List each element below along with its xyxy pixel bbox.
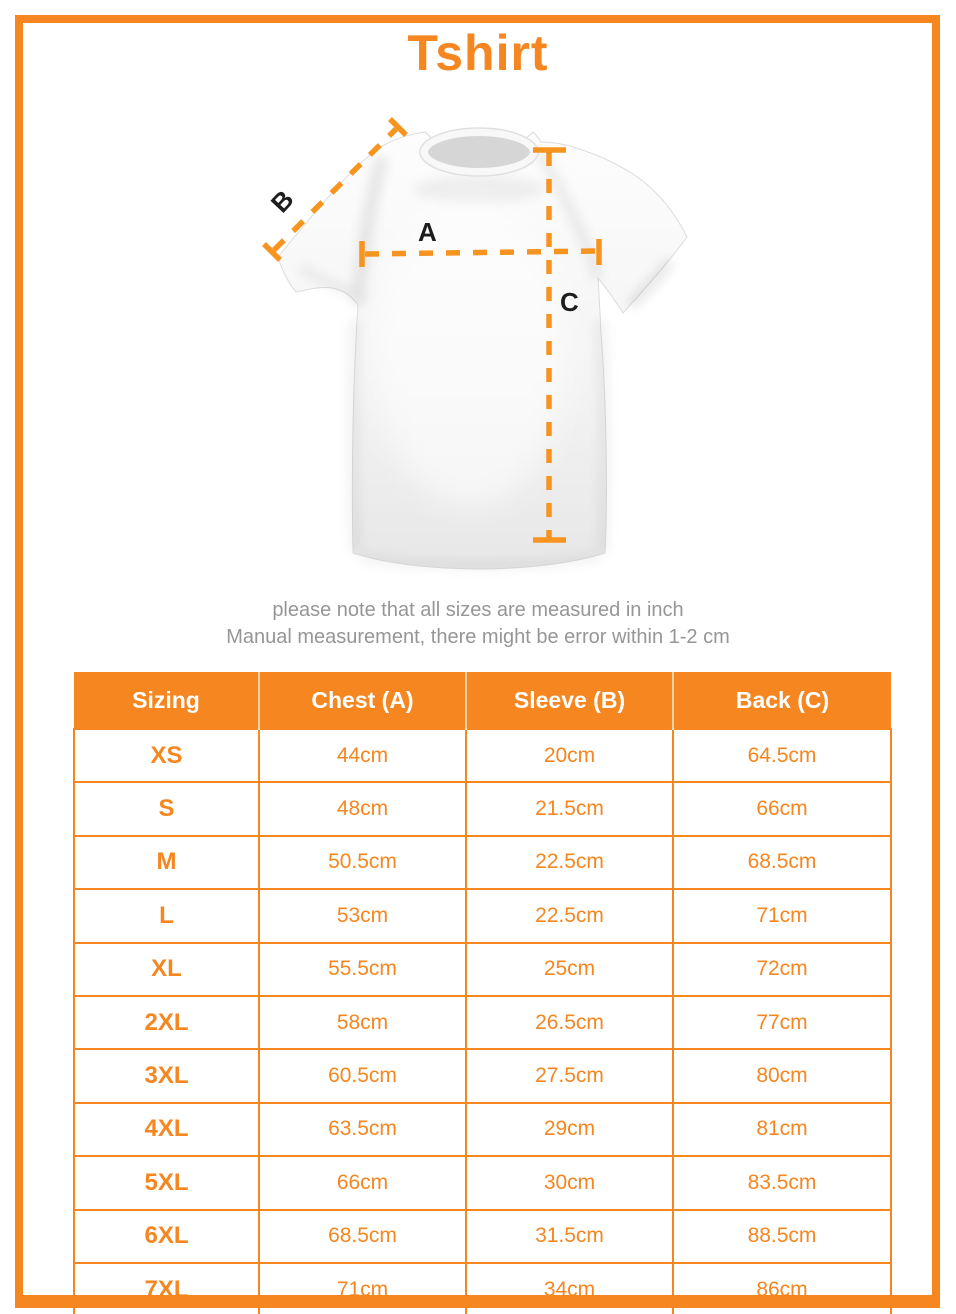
table-row-2xl bbox=[74, 996, 891, 1049]
cell-back: 81cm bbox=[673, 1103, 891, 1156]
table-row-xs bbox=[74, 729, 891, 782]
note-line-1: please note that all sizes are measured in inch bbox=[272, 599, 684, 621]
cell-back: 77cm bbox=[673, 996, 891, 1049]
cell-back: 88.5cm bbox=[673, 1210, 891, 1263]
cell-back: 66cm bbox=[673, 782, 891, 835]
table-row-4xl bbox=[74, 1103, 891, 1156]
cell-sleeve: 26.5cm bbox=[466, 996, 673, 1049]
measure-label-a: A bbox=[418, 217, 437, 247]
cell-sleeve: 34cm bbox=[466, 1263, 673, 1314]
cell-size: 4XL bbox=[74, 1103, 259, 1156]
table-row-xl bbox=[74, 943, 891, 996]
table-row-s bbox=[74, 782, 891, 835]
table-row-5xl bbox=[74, 1156, 891, 1209]
table-row-7xl bbox=[74, 1263, 891, 1314]
cell-sleeve: 21.5cm bbox=[466, 782, 673, 835]
cell-chest: 44cm bbox=[259, 729, 466, 782]
cell-back: 68.5cm bbox=[673, 836, 891, 889]
tshirt-graphic bbox=[278, 128, 687, 569]
cell-back: 72cm bbox=[673, 943, 891, 996]
cell-size: 5XL bbox=[74, 1156, 259, 1209]
cell-sleeve: 25cm bbox=[466, 943, 673, 996]
cell-chest: 68.5cm bbox=[259, 1210, 466, 1263]
measurement-note bbox=[0, 597, 956, 651]
table-row-l bbox=[74, 889, 891, 942]
table-header-row bbox=[74, 672, 891, 729]
cell-chest: 50.5cm bbox=[259, 836, 466, 889]
cell-size: 7XL bbox=[74, 1263, 259, 1314]
size-table bbox=[73, 672, 892, 1314]
column-header-chest: Chest (A) bbox=[259, 672, 466, 729]
cell-back: 71cm bbox=[673, 889, 891, 942]
measure-label-b: B bbox=[264, 184, 300, 219]
table-row-m bbox=[74, 836, 891, 889]
table-row-3xl bbox=[74, 1049, 891, 1102]
cell-chest: 63.5cm bbox=[259, 1103, 466, 1156]
cell-back: 86cm bbox=[673, 1263, 891, 1314]
cell-size: S bbox=[74, 782, 259, 835]
cell-sleeve: 27.5cm bbox=[466, 1049, 673, 1102]
note-line-2: Manual measurement, there might be error within 1-2 cm bbox=[226, 626, 730, 648]
cell-back: 64.5cm bbox=[673, 729, 891, 782]
cell-chest: 66cm bbox=[259, 1156, 466, 1209]
column-header-sizing: Sizing bbox=[74, 672, 259, 729]
cell-chest: 55.5cm bbox=[259, 943, 466, 996]
cell-sleeve: 22.5cm bbox=[466, 889, 673, 942]
measure-label-c: C bbox=[560, 287, 579, 317]
table-row-6xl bbox=[74, 1210, 891, 1263]
cell-chest: 48cm bbox=[259, 782, 466, 835]
tshirt-diagram bbox=[240, 105, 720, 583]
cell-sleeve: 20cm bbox=[466, 729, 673, 782]
cell-size: 2XL bbox=[74, 996, 259, 1049]
column-header-sleeve: Sleeve (B) bbox=[466, 672, 673, 729]
cell-chest: 58cm bbox=[259, 996, 466, 1049]
cell-size: L bbox=[74, 889, 259, 942]
cell-chest: 71cm bbox=[259, 1263, 466, 1314]
cell-sleeve: 29cm bbox=[466, 1103, 673, 1156]
cell-chest: 60.5cm bbox=[259, 1049, 466, 1102]
cell-size: XL bbox=[74, 943, 259, 996]
cell-back: 80cm bbox=[673, 1049, 891, 1102]
cell-sleeve: 31.5cm bbox=[466, 1210, 673, 1263]
cell-size: M bbox=[74, 836, 259, 889]
cell-size: 3XL bbox=[74, 1049, 259, 1102]
cell-sleeve: 22.5cm bbox=[466, 836, 673, 889]
collar bbox=[420, 128, 538, 176]
column-header-back: Back (C) bbox=[673, 672, 891, 729]
cell-sleeve: 30cm bbox=[466, 1156, 673, 1209]
cell-back: 83.5cm bbox=[673, 1156, 891, 1209]
page-title: Tshirt bbox=[407, 25, 549, 81]
cell-chest: 53cm bbox=[259, 889, 466, 942]
cell-size: 6XL bbox=[74, 1210, 259, 1263]
cell-size: XS bbox=[74, 729, 259, 782]
